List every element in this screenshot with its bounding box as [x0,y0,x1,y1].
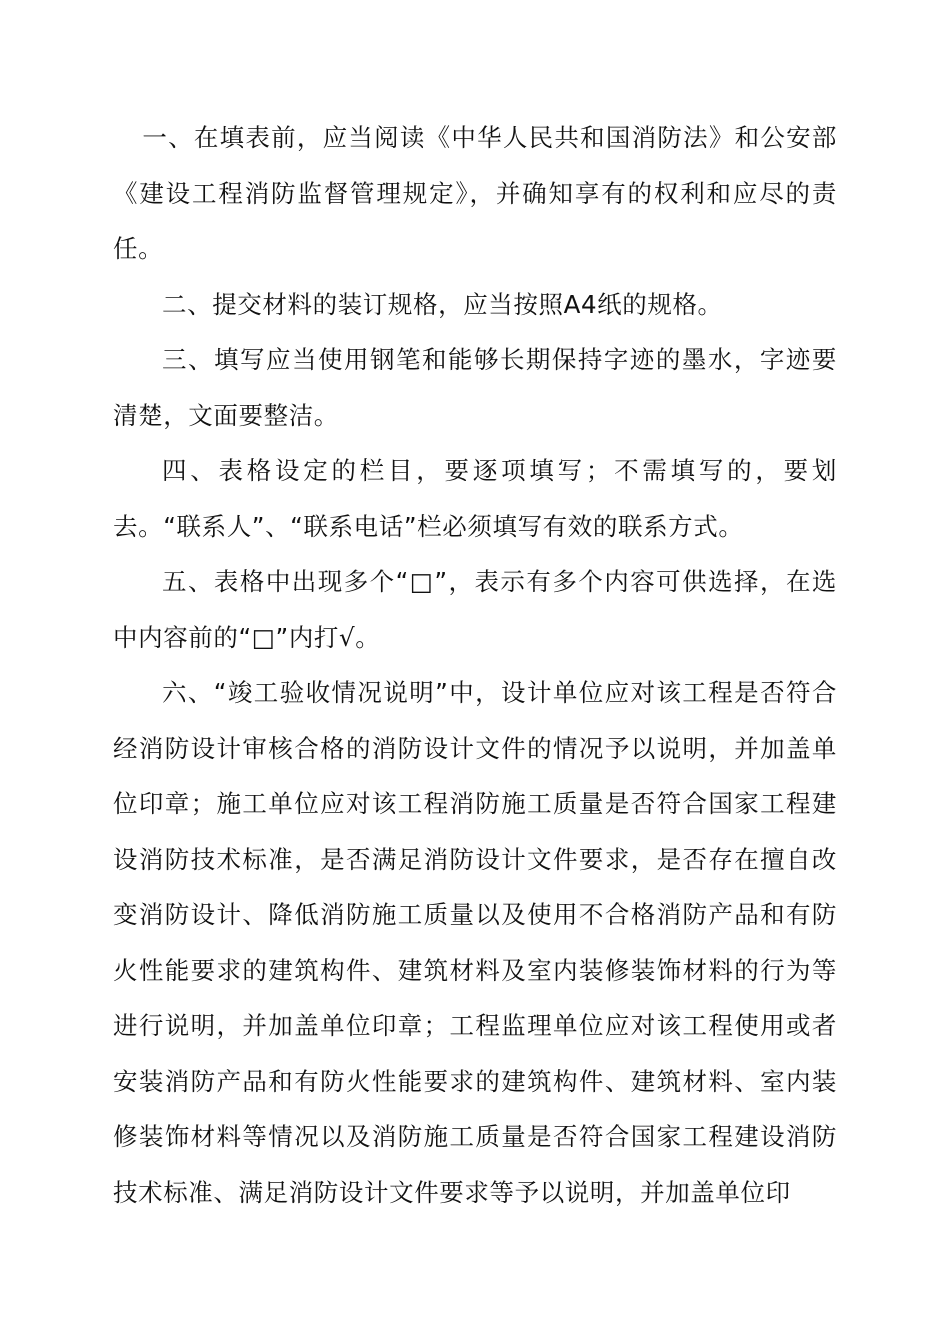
paragraph-5: 五、表格中出现多个“□”，表示有多个内容可供选择，在选中内容前的“□”内打√。 [113,567,837,652]
paragraph-4: 四、表格设定的栏目，要逐项填写；不需填写的，要划去。“联系人”、“联系电话”栏必须填写有效的联系方式。 [113,456,837,541]
paragraph-6: 六、“竣工验收情况说明”中，设计单位应对该工程是否符合经消防设计审核合格的消防设计文件的情况予以说明，并加盖单位印章；施工单位应对该工程消防施工质量是否符合国家工程建设消防技术标准，是否满足消防设计文件要求，是否存在擅自改变消防设计、降低消防施工质量以及使用不合格消防产品和有防火性能要求的建筑构件、建筑材料及室内装修装饰材料的行为等进行说明，并加盖单位印章；工程监理单位应对该工程使用或者安装消防产品和有防火性能要求的建筑构件、建筑材料、室内装修装饰材料等情况以及消防施工质量是否符合国家工程建设消防技术标准、满足消防设计文件要求等予以说明，并加盖单位印 [113,678,837,1207]
paragraph-3: 三、填写应当使用钢笔和能够长期保持字迹的墨水，字迹要清楚，文面要整洁。 [113,345,837,430]
document-body [113,110,837,1220]
paragraph-2: 二、提交材料的装订规格，应当按照A4纸的规格。 [162,289,723,319]
paragraph-1: 一、在填表前，应当阅读《中华人民共和国消防法》和公安部《建设工程消防监督管理规定》，并确知享有的权利和应尽的责任。 [113,123,837,263]
